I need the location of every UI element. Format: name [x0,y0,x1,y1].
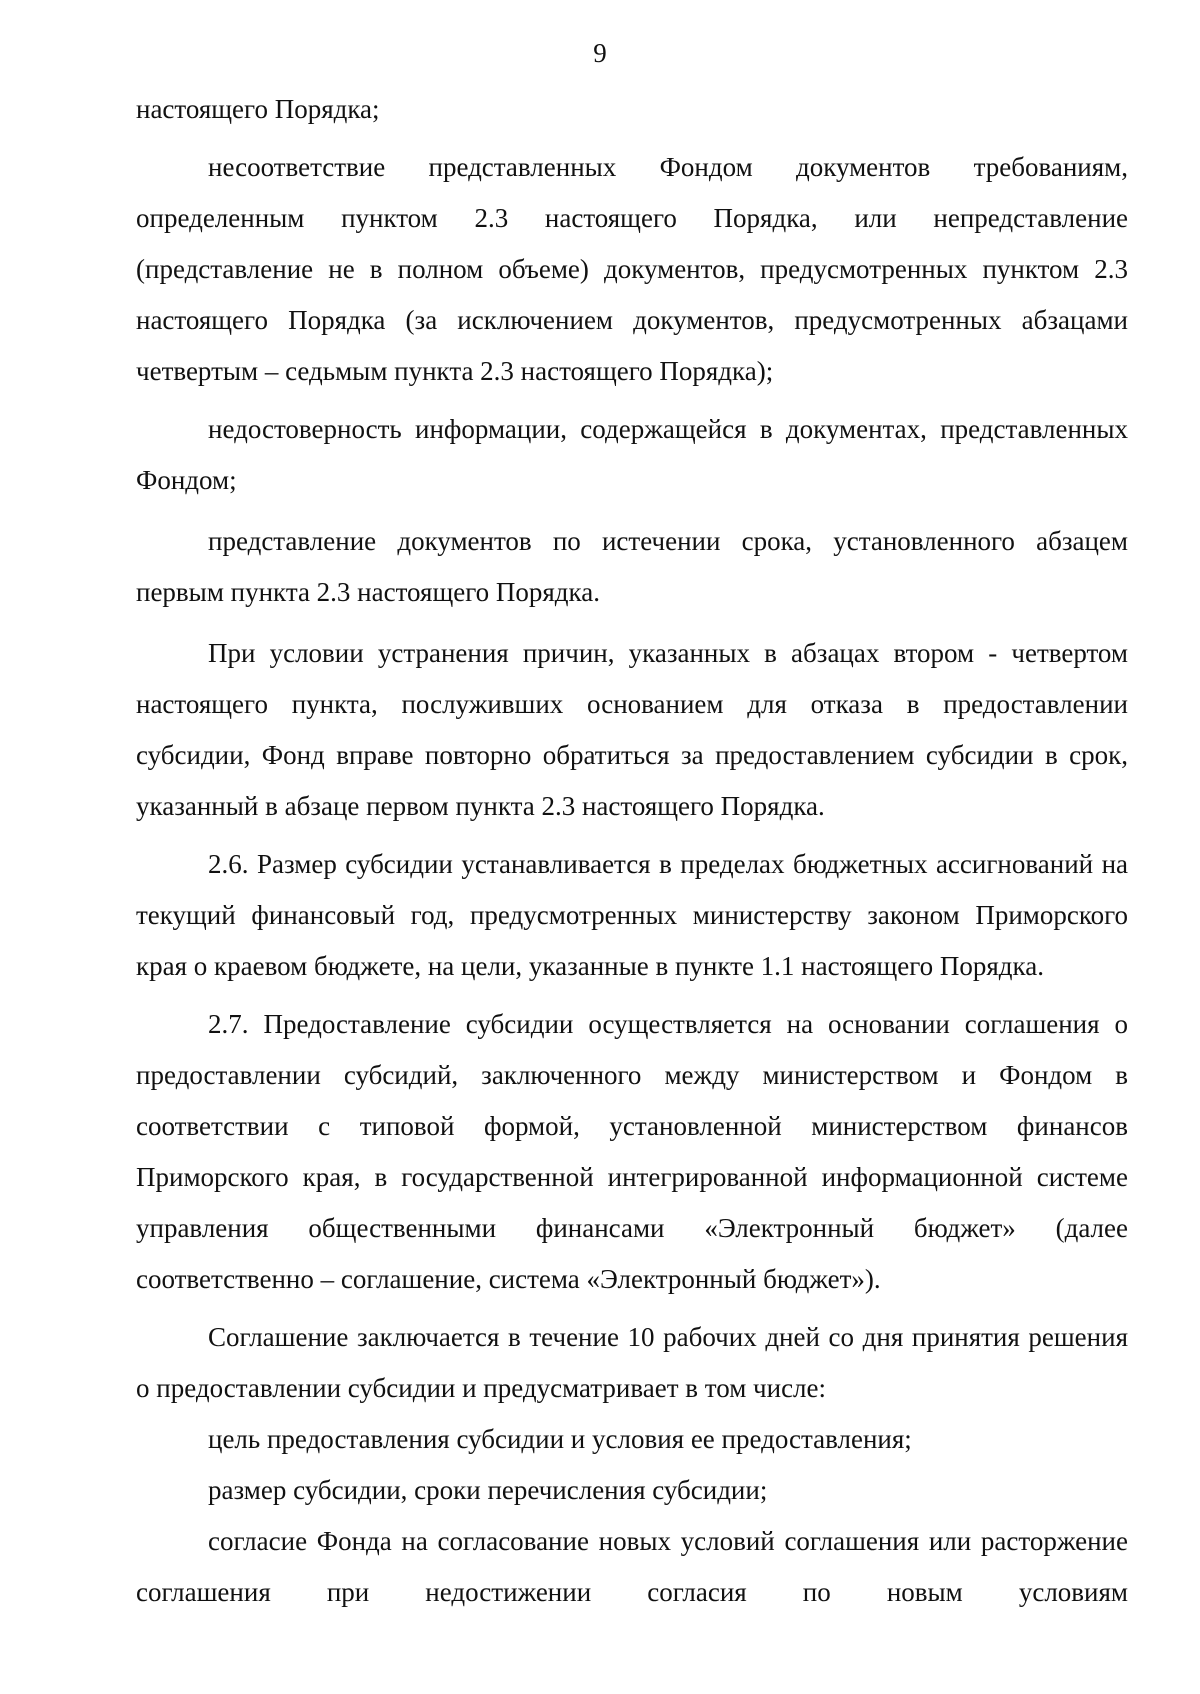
paragraph-nonconformity: несоответствие представленных Фондом документов требованиям, определенным пунктом 2.3 настоящего Порядка, или непредставление (представление не в полном объеме) документов, предусмотренных пунктом 2.3 настоящего Порядка (за исключением документов, предусмотренных абзацами четвертым – седьмым пункта 2.3 настоящего Порядка); [136,152,1128,386]
paragraph-2-6: 2.6. Размер субсидии устанавливается в пределах бюджетных ассигнований на текущий финансовый год, предусмотренных министерству законом Приморского края о краевом бюджете, на цели, указанные в пункте 1.1 настоящего Порядка. [136,849,1128,981]
paragraph-2-7: 2.7. Предоставление субсидии осуществляется на основании соглашения о предоставлении субсидий, заключенного между министерством и Фондом в соответствии с типовой формой, установленной министерством финансов Приморского края, в государственной интегрированной информационной системе управления общественными финансами «Электронный бюджет» (далее соответственно – соглашение, система «Электронный бюджет»). [136,1009,1128,1294]
paragraph-unreliability: недостоверность информации, содержащейся в документах, представленных Фондом; [136,414,1128,495]
paragraph-purpose: цель предоставления субсидии и условия ее предоставления; [208,1424,912,1454]
paragraph-late-submission: представление документов по истечении срока, установленного абзацем первым пункта 2.3 настоящего Порядка. [136,526,1128,607]
paragraph-amount: размер субсидии, сроки перечисления субсидии; [208,1475,768,1505]
paragraph-consent: согласие Фонда на согласование новых условий соглашения или расторжение соглашения при недостижении согласия по новым условиям [136,1526,1128,1607]
paragraph-continuation: настоящего Порядка; [136,94,380,124]
paragraph-reapplication: При условии устранения причин, указанных в абзацах втором - четвертом настоящего пункта, послуживших основанием для отказа в предоставлении субсидии, Фонд вправе повторно обратиться за предоставлением субсидии в срок, указанный в абзаце первом пункта 2.3 настоящего Порядка. [136,638,1128,821]
document-body [136,84,1128,1618]
page-number: 9 [593,38,607,68]
paragraph-agreement: Соглашение заключается в течение 10 рабочих дней со дня принятия решения о предоставлении субсидии и предусматривает в том числе: [136,1322,1128,1403]
